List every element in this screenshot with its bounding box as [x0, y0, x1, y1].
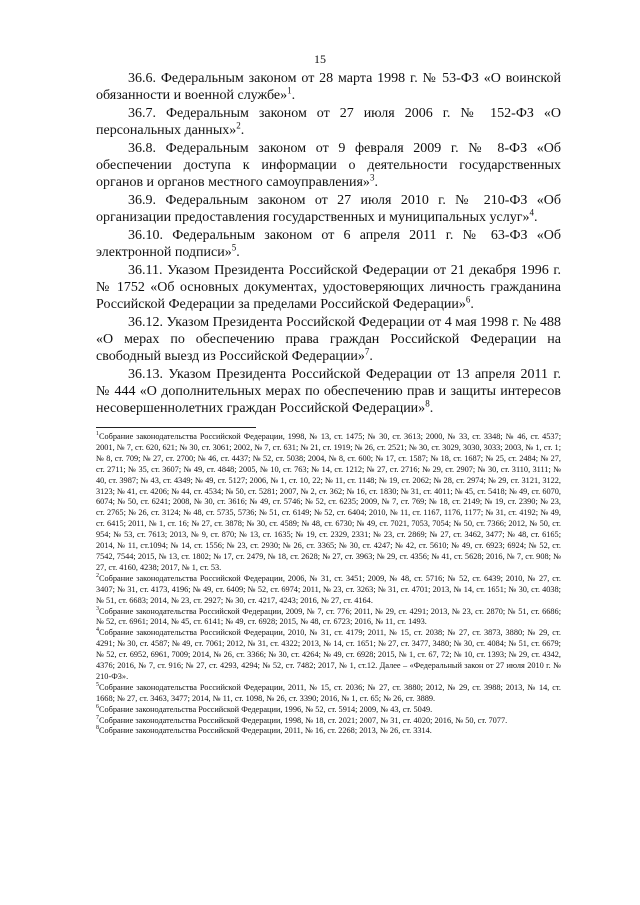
- paragraph-text: Указом Президента Российской Федерации от 4 мая 1998 г. № 488 «О мерах по обеспечению права граждан Российской Федерации на свободный выезд из Российской Федерации»: [96, 315, 562, 364]
- footnote-4: $^4$Собрание законодательства Российской Федерации, 2010, № 31, ст. 4179; 2011, № 15, ст. 2038; № 27, ст. 3873, 3880; № 29, ст. 4291; № 30, ст. 4587; № 49, ст. 7061; 2012, № 31, ст. 4322; 2013, № 14, ст. 1651; № 27, ст. 3477, 3480; № 30, ст. 4084; № 51, ст. 6679; № 52, ст. 6952, 6961, 7009; 2014, № 26, ст. 3366; № 30, ст. 4264; № 49, ст. 6928; 2015, № 1, ст. 67, 72; № 10, ст. 1393; № 29, ст. 4342, 4376; 2016, № 7, ст. 916; № 27, ст. 4293, 4294; № 52, ст. 7482; 2017, № 1, ст.12. Далее – «Федеральный закон от 27 июля 2010 г. № 210-ФЗ».: [96, 627, 561, 681]
- footnotes: [96, 432, 561, 737]
- paragraph-36-7: 36.7. Федеральным законом от 27 июля 2006 г. № 152-ФЗ «О персональных данных»$^2$.: [96, 106, 561, 138]
- paragraph-36-11: 36.11. Указом Президента Российской Федерации от 21 декабря 1996 г. № 1752 «Об основных документах, удостоверяющих личность гражданина Российской Федерации за пределами Российской Федерации»$^6$.: [96, 263, 561, 312]
- paragraph-36-13: 36.13. Указом Президента Российской Федерации от 13 апреля 2011 г. № 444 «О дополнительных мерах по обеспечению прав и защиты интересов несовершеннолетних граждан Российской Федерации»$^8$.: [96, 367, 562, 416]
- footnote-5: $^5$Собрание законодательства Российской Федерации, 2011, № 15, ст. 2036; № 27, ст. 3880; 2012, № 29, ст. 3988; 2013, № 14, ст. 1668; № 27, ст. 3463, 3477; 2014, № 11, ст. 1098, № 26, ст. 3390; 2016, № 1, ст. 65; № 26, ст. 3889.: [96, 682, 561, 703]
- footnote-3: $^3$Собрание законодательства Российской Федерации, 2009, № 7, ст. 776; 2011, № 29, ст. 4291; 2013, № 23, ст. 2870; № 51, ст. 6686; № 52, ст. 6961; 2014, № 45, ст. 6141; № 49, ст. 6928; 2015, № 48, ст. 6723; 2016, № 11, ст. 1493.: [96, 605, 561, 627]
- paragraph-number: 36.11.: [128, 263, 163, 278]
- footnote-ref: 7: [364, 346, 370, 357]
- paragraph-36-6: 36.6. Федеральным законом от 28 марта 1998 г. № 53-ФЗ «О воинской обязанности и военной службе»$^1$.: [96, 71, 561, 103]
- paragraph-text: Указом Президента Российской Федерации от 13 апреля 2011 г. № 444 «О дополнительных мерах по обеспечению прав и защиты интересов несовершеннолетних граждан Российской Федерации»: [96, 367, 562, 416]
- paragraph-text: Федеральным законом от 28 марта 1998 г. № 53-ФЗ «О воинской обязанности и военной службе»: [96, 71, 561, 103]
- paragraph-number: 36.12.: [128, 315, 163, 330]
- paragraph-text: Федеральным законом от 27 июля 2010 г. № 210-ФЗ «Об организации предоставления государственных и муниципальных услуг»: [96, 193, 562, 225]
- paragraph-number: 36.13.: [128, 367, 163, 382]
- paragraph-text: Федеральным законом от 6 апреля 2011 г. № 63-ФЗ «Об электронной подписи»: [96, 228, 561, 260]
- paragraph-36-8: 36.8. Федеральным законом от 9 февраля 2009 г. № 8-ФЗ «Об обеспечении доступа к информации о деятельности государственных органов и органов местного самоуправления»$^3$.: [96, 141, 561, 190]
- paragraph-text: Федеральным законом от 27 июля 2006 г. № 152-ФЗ «О персональных данных»: [96, 106, 561, 138]
- footnote-6: $^6$Собрание законодательства Российской Федерации, 1996, № 52, ст. 5914; 2009, № 43, ст. 5049.: [96, 703, 433, 714]
- footnote-ref: 8: [425, 398, 430, 409]
- paragraph-number: 36.6.: [128, 71, 156, 86]
- paragraph-text: Указом Президента Российской Федерации от 21 декабря 1996 г. № 1752 «Об основных документах, удостоверяющих личность гражданина Российской Федерации за пределами Российской Федерации»: [96, 263, 561, 312]
- footnote-ref: 4: [529, 207, 534, 218]
- footnote-ref: 1: [287, 85, 292, 96]
- page-number: 15: [314, 52, 326, 66]
- paragraph-number: 36.7.: [128, 106, 156, 121]
- footnote-ref: 3: [369, 172, 375, 183]
- paragraph-number: 36.8.: [128, 141, 156, 156]
- paragraph-number: 36.10.: [128, 228, 163, 243]
- footnote-ref: 5: [231, 242, 237, 253]
- footnote-2: $^2$Собрание законодательства Российской Федерации, 2006, № 31, ст. 3451; 2009, № 48, ст. 5716; № 52, ст. 6439; 2010, № 27, ст. 3407; № 31, ст. 4173, 4196; № 49, ст. 6409; № 52, ст. 6974; 2011, № 23, ст. 3263; № 31, ст. 4701; 2013, № 14, ст. 1651; № 30, ст. 4038; № 51, ст. 6683; 2014, № 23, ст. 2927; № 30, ст. 4217, 4243; 2016, № 27, ст. 4164.: [96, 573, 561, 605]
- main-text: [96, 70, 561, 418]
- footnote-separator: [96, 427, 256, 428]
- footnote-1: $^1$Собрание законодательства Российской Федерации, 1998, № 13, ст. 1475; № 30, ст. 3613; 2000, № 33, ст. 3348; № 46, ст. 4537; 2001, № 7, ст. 620, 621; № 30, ст. 3061; 2002, № 7, ст. 631; № 21, ст. 1919; № 26, ст. 2521; № 30, ст. 3029, 3030, 3033; 2003, № 1, ст. 1; № 8, ст. 709; № 27, ст. 2700; № 46, ст. 4437; № 52, ст. 5038; 2004, № 8, ст. 600; № 17, ст. 1587; № 18, ст. 1687; № 25, ст. 2484; № 27, ст. 2711; № 35, ст. 3607; № 49, ст. 4848; 2005, № 10, ст. 763; № 14, ст. 1212; № 27, ст. 2716; № 29, ст. 2907; № 30, ст. 3110, 3111; № 40, ст. 3987; № 43, ст. 4349; № 49, ст. 5127; 2006, № 1, ст. 10, 22; № 11, ст. 1148; № 19, ст. 2062; № 28, ст. 2974; № 29, ст. 3121, 3122, 3123; № 41, ст. 4206; № 44, ст. 4534; № 50, ст. 5281; 2007, № 2, ст. 362; № 16, ст. 1830; № 31, ст. 4011; № 45, ст. 5418; № 49, ст. 6070, 6074; № 50, ст. 6241; 2008, № 30, ст. 3616; № 49, ст. 5746; № 52, ст. 6235; 2009, № 7, ст. 769; № 18, ст. 2149; № 19, ст. 2390; № 23, ст. 2765; № 26, ст. 3124; № 48, ст. 5735, 5736; № 51, ст. 6149; № 52, ст. 6404; 2010, № 11, ст. 1167, 1176, 1177; № 31, ст. 4192; № 49, ст. 6415; 2011, № 1, ст. 16; № 27, ст. 3878; № 30, ст. 4589; № 48, ст. 6730; № 49, ст. 7021, 7053, 7054; № 50, ст. 7366; 2012, № 50, ст. 954; № 53, ст. 7613; 2013, № 9, ст. 870; № 13, ст. 1635; № 19, ст. 2329, 2331; № 23, ст. 2869; № 27, ст. 3462, 3477; № 48, ст. 6165; 2014, № 11, ст.1094; № 14, ст. 1556; № 23, ст. 2930; № 26, ст. 3365; № 30, ст. 4247; № 42, ст. 5610; № 49, ст. 6923; 6924; № 52, ст. 7542, 7544; 2015, № 13, ст. 1802; № 17, ст. 2479, № 18, ст. 2628; № 27, ст. 3963; № 29, ст. 4356; № 41, ст. 5628; 2016, № 7, ст. 908; № 27, ст. 4160, 4238; 2017, № 1, ст. 53.: [96, 431, 561, 572]
- footnote-ref: 6: [465, 294, 471, 305]
- footnote-8: $^8$Собрание законодательства Российской Федерации, 2011, № 16, ст. 2268; 2013, № 26, ст. 3314.: [96, 725, 432, 736]
- footnote-ref: 2: [236, 120, 241, 131]
- paragraph-36-12: 36.12. Указом Президента Российской Федерации от 4 мая 1998 г. № 488 «О мерах по обеспечению права граждан Российской Федерации на свободный выезд из Российской Федерации»$^7$.: [96, 315, 562, 364]
- paragraph-36-9: 36.9. Федеральным законом от 27 июля 2010 г. № 210-ФЗ «Об организации предоставления государственных и муниципальных услуг»$^4$.: [96, 193, 562, 225]
- footnote-7: $^7$Собрание законодательства Российской Федерации, 1998, № 18, ст. 2021; 2007, № 31, ст. 4020; 2016, № 50, ст. 7077.: [96, 714, 508, 725]
- paragraph-number: 36.9.: [128, 193, 156, 208]
- paragraph-text: Федеральным законом от 9 февраля 2009 г. № 8-ФЗ «Об обеспечении доступа к информации о деятельности государственных органов и органов местного самоуправления»: [96, 141, 561, 190]
- paragraph-36-10: 36.10. Федеральным законом от 6 апреля 2011 г. № 63-ФЗ «Об электронной подписи»$^5$.: [96, 228, 561, 260]
